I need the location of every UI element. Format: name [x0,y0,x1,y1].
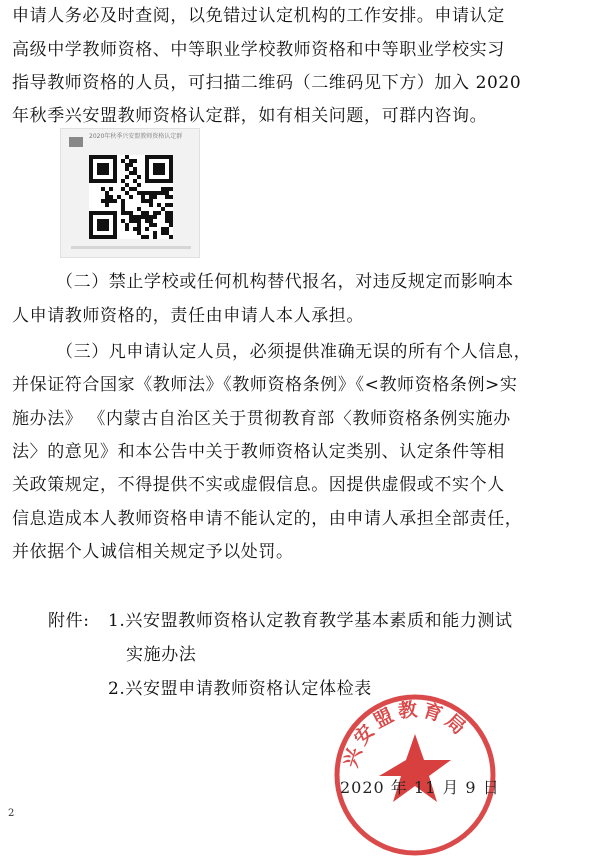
page-number: 2 [8,808,15,819]
paragraph-1-line-1: 申请人务必及时查阅，以免错过认定机构的工作安排。申请认定 [12,6,505,26]
qr-group-title: 2020年秋季兴安盟教师资格认定群 [89,133,183,140]
paragraph-3-line-2: 并保证符合国家《教师法》《教师资格条例》《<教师资格条例>实 [12,375,518,395]
seal-text: 兴安盟教育局 [339,698,473,770]
qr-caption-bar [71,246,191,249]
paragraph-1-line-3: 指导教师资格的人员，可扫描二维码（二维码见下方）加入 2020 [12,73,522,93]
paragraph-2-line-1: （二）禁止学校或任何机构替代报名，对违反规定而影响本 [56,272,514,292]
group-logo-icon [69,137,83,147]
official-seal-stamp [330,690,500,860]
qr-code-image [89,155,173,239]
paragraph-3-line-3: 施办法》 《内蒙古自治区关于贯彻教育部〈教师资格条例实施办 [12,409,511,429]
paragraph-1-line-2: 高级中学教师资格、中等职业学校教师资格和中等职业学校实习 [12,40,505,60]
paragraph-3-line-7: 并依据个人诚信相关规定予以处罚。 [12,542,294,562]
paragraph-1-line-4: 年秋季兴安盟教师资格认定群，如有相关问题，可群内咨询。 [12,106,488,126]
attachments-label: 附件: [48,611,90,631]
paragraph-3-line-5: 关政策规定，不得提供不实或虚假信息。因提供虚假或不实个人 [12,475,505,495]
paragraph-3-line-6: 信息造成本人教师资格申请不能认定的，由申请人承担全部责任， [12,509,523,529]
attachment-item-1: 1.兴安盟教师资格认定教育教学基本素质和能力测试 [108,611,513,631]
paragraph-2-line-2: 人申请教师资格的，责任由申请人本人承担。 [12,306,364,326]
paragraph-3-line-4: 法〉的意见》和本公告中关于教师资格认定类别、认定条件等相 [12,442,505,462]
qr-code-card [60,128,200,258]
attachment-item-1-cont: 实施办法 [126,645,197,665]
paragraph-3-line-1: （三）凡申请认定人员，必须提供准确无误的所有个人信息， [56,342,532,362]
document-date: 2020 年 11 月 9 日 [340,778,500,797]
attachment-item-2: 2.兴安盟申请教师资格认定体检表 [108,679,372,699]
